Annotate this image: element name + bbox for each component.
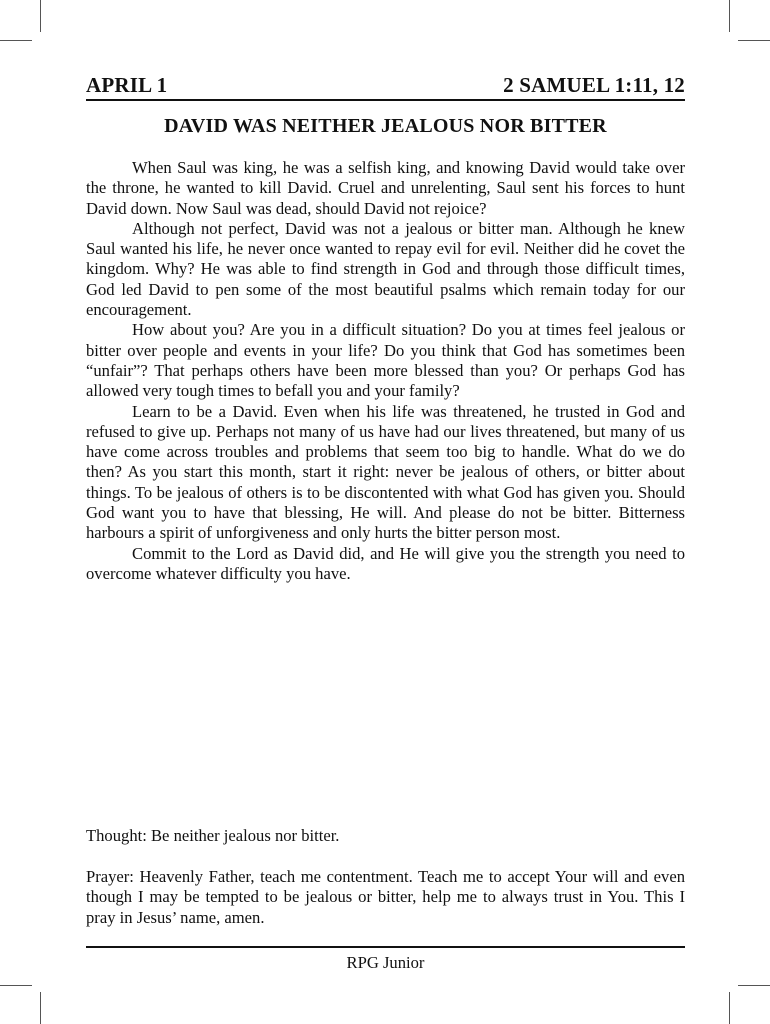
page-header [86, 70, 685, 98]
header-divider [86, 99, 685, 101]
crop-mark-top-left-h [0, 40, 32, 41]
crop-mark-top-left [40, 0, 41, 32]
header-scripture-reference: 2 SAMUEL 1:11, 12 [503, 73, 685, 97]
body-paragraph-3: How about you? Are you in a difficult situation? Do you at times feel jealous or bitter over people and events in your life? Do you think that God has sometimes been “unfair”? That perhaps others have been more blessed than you? Or perhaps God has allowed very tough times to befall you and your family? [86, 320, 685, 401]
footer-divider [86, 946, 685, 948]
crop-mark-bottom-right [729, 992, 730, 1024]
body-paragraph-4: Learn to be a David. Even when his life was threatened, he trusted in God and refused to give up. Perhaps not many of us have had our lives threatened, but many of us have come across troubles and problems that seem too big to handle. What do we do then? As you start this month, start it right: never be jealous of others, or bitter about things. To be jealous of others is to be discontented with what God has given you. Should God want you to have that blessing, He will. And please do not be bitter. Bitterness harbours a spirit of unforgiveness and only hurts the bitter person most. [86, 401, 685, 543]
devotional-body [86, 158, 685, 584]
crop-mark-bottom-left [40, 992, 41, 1024]
thought-line: Thought: Be neither jealous nor bitter. [86, 826, 340, 845]
page-footer: RPG Junior [346, 953, 425, 972]
body-paragraph-2: Although not perfect, David was not a jealous or bitter man. Although he knew Saul wanted his life, he never once wanted to repay evil for evil. Neither did he covet the kingdom. Why? He was able to find strength in God and through those difficult times, God led David to pen some of the most beautiful psalms which remain today for our encouragement. [86, 218, 685, 320]
body-paragraph-5: Commit to the Lord as David did, and He will give you the strength you need to overcome whatever difficulty you have. [86, 543, 685, 583]
crop-mark-bottom-left-h [0, 985, 32, 986]
crop-mark-top-right-h [738, 40, 770, 41]
prayer-paragraph: Prayer: Heavenly Father, teach me contentment. Teach me to accept Your will and even though I may be tempted to be jealous or bitter, help me to always trust in You. This I pray in Jesus’ name, amen. [86, 867, 685, 927]
page-title: DAVID WAS NEITHER JEALOUS NOR BITTER [164, 115, 607, 137]
header-date: APRIL 1 [86, 73, 168, 97]
crop-mark-top-right [729, 0, 730, 32]
body-paragraph-1: When Saul was king, he was a selfish king, and knowing David would take over the throne, he wanted to kill David. Cruel and unrelenting, Saul sent his forces to hunt David down. Now Saul was dead, should David not rejoice? [86, 158, 685, 218]
crop-mark-bottom-right-h [738, 985, 770, 986]
